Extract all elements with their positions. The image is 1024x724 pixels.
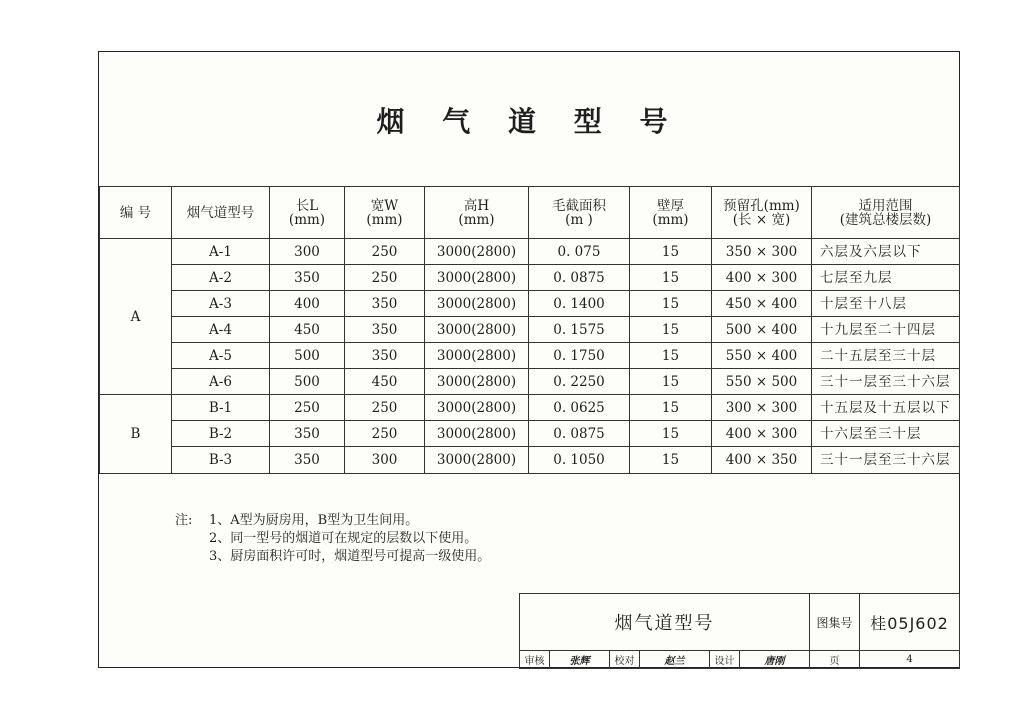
table-row (100, 421, 960, 447)
header-width: 宽W (mm) (345, 187, 425, 239)
table-cell: 250 (345, 265, 425, 291)
table-cell: 250 (345, 395, 425, 421)
notes (175, 512, 490, 566)
table-cell: 350 (345, 317, 425, 343)
review-signature: 张辉 (550, 651, 610, 669)
table-cell: 0. 0875 (529, 265, 630, 291)
table-cell: 六层及六层以下 (812, 239, 960, 265)
table-cell: 3000(2800) (425, 265, 529, 291)
table-cell: 250 (345, 239, 425, 265)
table-cell: 十九层至二十四层 (812, 317, 960, 343)
table-row (100, 291, 960, 317)
table-cell: 0. 1050 (529, 447, 630, 474)
table-cell: 0. 2250 (529, 369, 630, 395)
review-label: 审核 (520, 651, 550, 669)
page-title: 烟 气 道 型 号 (376, 105, 682, 138)
table-cell: 15 (630, 291, 712, 317)
table-cell: 450 (345, 369, 425, 395)
table-cell: 550 × 500 (712, 369, 812, 395)
table-cell: 350 (270, 421, 345, 447)
table-cell: 3000(2800) (425, 239, 529, 265)
table-cell: A-5 (172, 343, 270, 369)
table-cell: 350 (270, 447, 345, 474)
table-cell: 250 (345, 421, 425, 447)
page-label: 页 (810, 651, 860, 669)
header-hole: 预留孔(mm) (长 × 宽) (712, 187, 812, 239)
table-cell: B-3 (172, 447, 270, 474)
atlas-code: 桂05J602 (860, 594, 960, 651)
table-cell: B-2 (172, 421, 270, 447)
table-cell: 0. 0625 (529, 395, 630, 421)
table-header-row (100, 187, 960, 239)
table-cell: 3000(2800) (425, 291, 529, 317)
check-label: 校对 (610, 651, 640, 669)
table-cell: 0. 1750 (529, 343, 630, 369)
table-cell: 3000(2800) (425, 447, 529, 474)
header-range: 适用范围 (建筑总楼层数) (812, 187, 960, 239)
table-cell: 三十一层至三十六层 (812, 447, 960, 474)
table-cell: 15 (630, 239, 712, 265)
page-number: 4 (860, 651, 960, 669)
table-cell: 十五层及十五层以下 (812, 395, 960, 421)
table-cell: 3000(2800) (425, 369, 529, 395)
table-cell: 0. 1575 (529, 317, 630, 343)
table-cell: A-1 (172, 239, 270, 265)
table-cell: A-3 (172, 291, 270, 317)
table-cell: A-6 (172, 369, 270, 395)
table-row (100, 343, 960, 369)
note-item: 注: 1、A型为厨房用，B型为卫生间用。 (175, 513, 419, 528)
table-cell: 二十五层至三十层 (812, 343, 960, 369)
table-cell: 3000(2800) (425, 421, 529, 447)
table-cell: 350 (270, 265, 345, 291)
table-cell: 15 (630, 395, 712, 421)
table-cell: 400 × 300 (712, 265, 812, 291)
group-label: B (100, 395, 172, 474)
table-cell: 350 (345, 291, 425, 317)
design-signature: 唐刚 (740, 651, 810, 669)
table-cell: 400 (270, 291, 345, 317)
table-cell: 450 × 400 (712, 291, 812, 317)
table-cell: 300 (270, 239, 345, 265)
table-cell: 15 (630, 447, 712, 474)
table-cell: 450 (270, 317, 345, 343)
table-cell: 550 × 400 (712, 343, 812, 369)
table-cell: 十六层至三十层 (812, 421, 960, 447)
table-cell: 500 (270, 369, 345, 395)
table-cell: 500 × 400 (712, 317, 812, 343)
notes-label: 注: (175, 513, 193, 528)
table-cell: 三十一层至三十六层 (812, 369, 960, 395)
drawing-sheet (98, 51, 960, 668)
table-body (100, 239, 960, 474)
table-row (100, 369, 960, 395)
table-cell: 3000(2800) (425, 395, 529, 421)
table-cell: 350 × 300 (712, 239, 812, 265)
table-row (100, 317, 960, 343)
table-row (100, 447, 960, 474)
flue-spec-table (99, 186, 960, 474)
header-length: 长L (mm) (270, 187, 345, 239)
table-cell: A-2 (172, 265, 270, 291)
table-cell: B-1 (172, 395, 270, 421)
table-cell: 15 (630, 265, 712, 291)
header-model: 烟气道型号 (172, 187, 270, 239)
table-cell: 400 × 350 (712, 447, 812, 474)
table-cell: 3000(2800) (425, 343, 529, 369)
table-cell: 500 (270, 343, 345, 369)
check-signature: 赵兰 (640, 651, 710, 669)
table-cell: A-4 (172, 317, 270, 343)
table-cell: 350 (345, 343, 425, 369)
header-id: 编 号 (100, 187, 172, 239)
table-row (100, 395, 960, 421)
table-cell: 15 (630, 369, 712, 395)
table-cell: 300 (345, 447, 425, 474)
header-height: 高H (mm) (425, 187, 529, 239)
table-cell: 300 × 300 (712, 395, 812, 421)
title-block (519, 593, 960, 669)
note-item: 2、同一型号的烟道可在规定的层数以下使用。 (209, 531, 478, 546)
table-cell: 十层至十八层 (812, 291, 960, 317)
table-cell: 0. 0875 (529, 421, 630, 447)
table-cell: 3000(2800) (425, 317, 529, 343)
table-cell: 15 (630, 421, 712, 447)
header-area: 毛截面积 (m ) (529, 187, 630, 239)
atlas-label: 图集号 (810, 594, 860, 651)
design-label: 设计 (710, 651, 740, 669)
table-cell: 15 (630, 343, 712, 369)
table-cell: 0. 1400 (529, 291, 630, 317)
table-cell: 15 (630, 317, 712, 343)
drawing-name: 烟气道型号 (520, 594, 810, 651)
table-cell: 400 × 300 (712, 421, 812, 447)
table-row (100, 239, 960, 265)
header-wall: 壁厚 (mm) (630, 187, 712, 239)
table-cell: 250 (270, 395, 345, 421)
group-label: A (100, 239, 172, 395)
table-row (100, 265, 960, 291)
note-item: 3、厨房面积许可时，烟道型号可提高一级使用。 (209, 549, 491, 564)
table-cell: 0. 075 (529, 239, 630, 265)
table-cell: 七层至九层 (812, 265, 960, 291)
